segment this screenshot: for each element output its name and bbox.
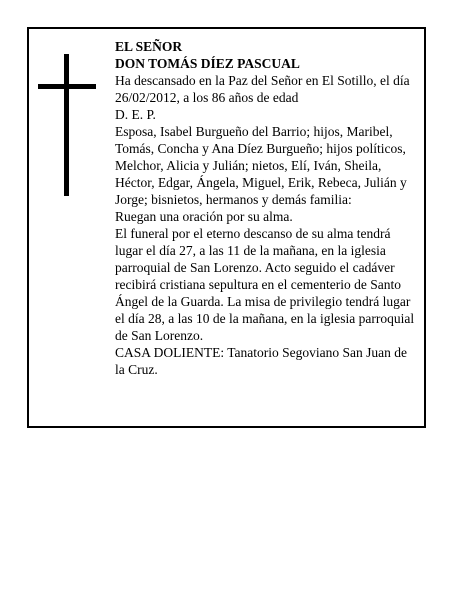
obituary-text: [115, 38, 415, 378]
deceased-name: DON TOMÁS DÍEZ PASCUAL: [115, 56, 300, 71]
cross-horizontal-bar: [38, 84, 96, 89]
funeral-details: El funeral por el eterno descanso de su alma tendrá lugar el día 27, a las 11 de la mañana, en la iglesia parroquial de San Lorenzo. Acto seguido el cadáver recibirá cristiana sepultura en el cementerio de Santo Ángel de la Guarda. La misa de privilegio tendrá lugar el día 28, a las 10 de la mañana, en la iglesia parroquial de San Lorenzo.: [115, 226, 415, 343]
notice-title: EL SEÑOR: [115, 39, 183, 54]
rest-in-peace: D. E. P.: [115, 107, 156, 122]
family-list: Esposa, Isabel Burgueño del Barrio; hijos, Maribel, Tomás, Concha y Ana Díez Burgueño; hijos políticos, Melchor, Alicia y Julián; nietos, Elí, Iván, Sheila, Héctor, Edgar, Ángela, Miguel, Erik, Rebeca, Julián y Jorge; bisnietos, hermanos y demás familia:: [115, 124, 407, 207]
death-announcement: Ha descansado en la Paz del Señor en El Sotillo, el día 26/02/2012, a los 86 años de edad: [115, 73, 410, 105]
latin-cross-icon: [38, 54, 96, 196]
cross-vertical-bar: [64, 54, 69, 196]
funeral-home: CASA DOLIENTE: Tanatorio Segoviano San Juan de la Cruz.: [115, 345, 408, 377]
prayer-request: Ruegan una oración por su alma.: [115, 209, 293, 224]
